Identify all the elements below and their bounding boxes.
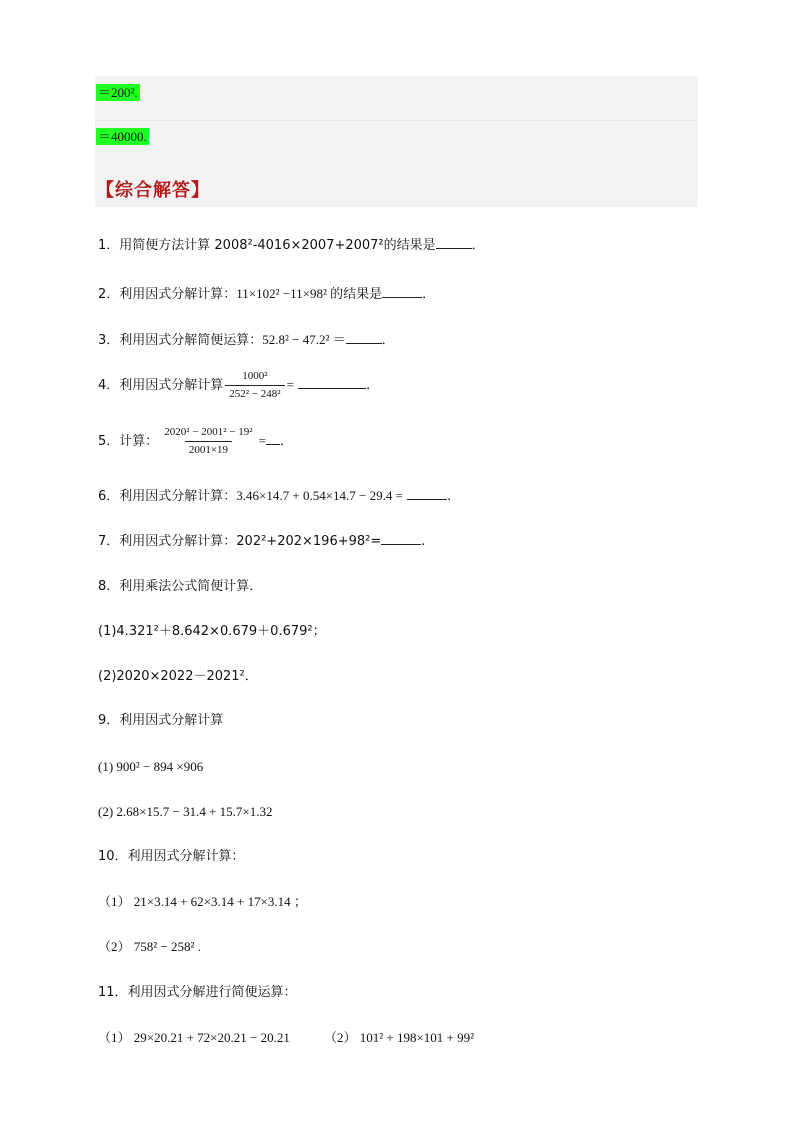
- denominator: 2001×19: [185, 441, 232, 457]
- question-1-text: 1．用简便方法计算 2008²-4016×2007+2007²的结果是: [98, 238, 436, 253]
- period: ．: [366, 378, 380, 393]
- question-11: 11．利用因式分解进行简便运算：: [98, 985, 297, 1000]
- question-2-label: 2．利用因式分解计算：: [98, 287, 237, 302]
- question-4-label: 4．利用因式分解计算: [98, 378, 224, 393]
- answer-blank[interactable]: [436, 236, 472, 249]
- question-11-part-2: （2） 101² + 198×101 + 99²: [324, 1030, 475, 1045]
- section-heading: 【综合解答】: [96, 180, 210, 201]
- solution-line-1: ＝200².: [98, 85, 138, 100]
- question-6: [98, 487, 451, 506]
- question-8-part-2: (2)2020×2022－2021²．: [98, 669, 258, 684]
- question-8: 8．利用乘法公式简便计算．: [98, 579, 263, 594]
- equals-sign: =: [286, 377, 294, 392]
- answer-blank[interactable]: [382, 285, 422, 298]
- answer-blank[interactable]: [266, 432, 280, 445]
- question-5: [98, 426, 293, 457]
- period: .: [421, 534, 426, 549]
- period: ．: [422, 287, 436, 302]
- question-11-part-1: （1） 29×20.21 + 72×20.21 − 20.21: [98, 1030, 290, 1045]
- numerator: 2020² − 2001² − 19²: [164, 426, 253, 438]
- question-7: [98, 532, 425, 551]
- answer-blank[interactable]: [298, 376, 366, 389]
- question-6-label: 6．利用因式分解计算：: [98, 489, 237, 504]
- period: .: [447, 489, 452, 504]
- question-7-expr: 202²+202×196+98²=: [236, 534, 382, 549]
- answer-blank[interactable]: [381, 532, 421, 545]
- period: ．: [471, 238, 485, 253]
- question-8-part-1: (1)4.321²＋8.642×0.679＋0.679²；: [98, 624, 326, 639]
- question-9-part-1: (1) 900² − 894 ×906: [98, 759, 204, 774]
- period: ．: [381, 333, 395, 348]
- question-4: [98, 370, 379, 401]
- fraction: [160, 426, 256, 457]
- question-10-part-1: （1） 21×3.14 + 62×3.14 + 17×3.14 ；: [98, 894, 307, 909]
- fraction: [225, 370, 284, 401]
- question-6-expr: 3.46×14.7 + 0.54×14.7 − 29.4 =: [236, 488, 403, 503]
- question-5-label: 5．计算：: [98, 434, 159, 449]
- numerator: 1000²: [242, 370, 268, 382]
- divider: [95, 120, 698, 121]
- question-1: [98, 236, 485, 255]
- period: ．: [279, 434, 293, 449]
- answer-blank[interactable]: [346, 331, 382, 344]
- question-3-label: 3．利用因式分解简便运算：: [98, 333, 263, 348]
- question-9: 9．利用因式分解计算: [98, 713, 224, 728]
- question-2-expr: 11×102² −11×98² 的结果是: [236, 286, 383, 301]
- question-3: [98, 331, 395, 350]
- question-10-part-2: （2） 758² − 258² .: [98, 939, 201, 954]
- answer-blank[interactable]: [407, 487, 447, 500]
- solution-line-2: ＝40000.: [98, 129, 147, 144]
- denominator: 252² − 248²: [225, 385, 284, 401]
- question-3-expr: 52.8² − 47.2² ＝: [262, 332, 346, 347]
- question-10: 10．利用因式分解计算：: [98, 849, 245, 864]
- question-9-part-2: (2) 2.68×15.7 − 31.4 + 15.7×1.32: [98, 804, 273, 819]
- question-7-label: 7．利用因式分解计算：: [98, 534, 237, 549]
- equals-sign: =: [258, 433, 266, 448]
- question-2: [98, 285, 435, 304]
